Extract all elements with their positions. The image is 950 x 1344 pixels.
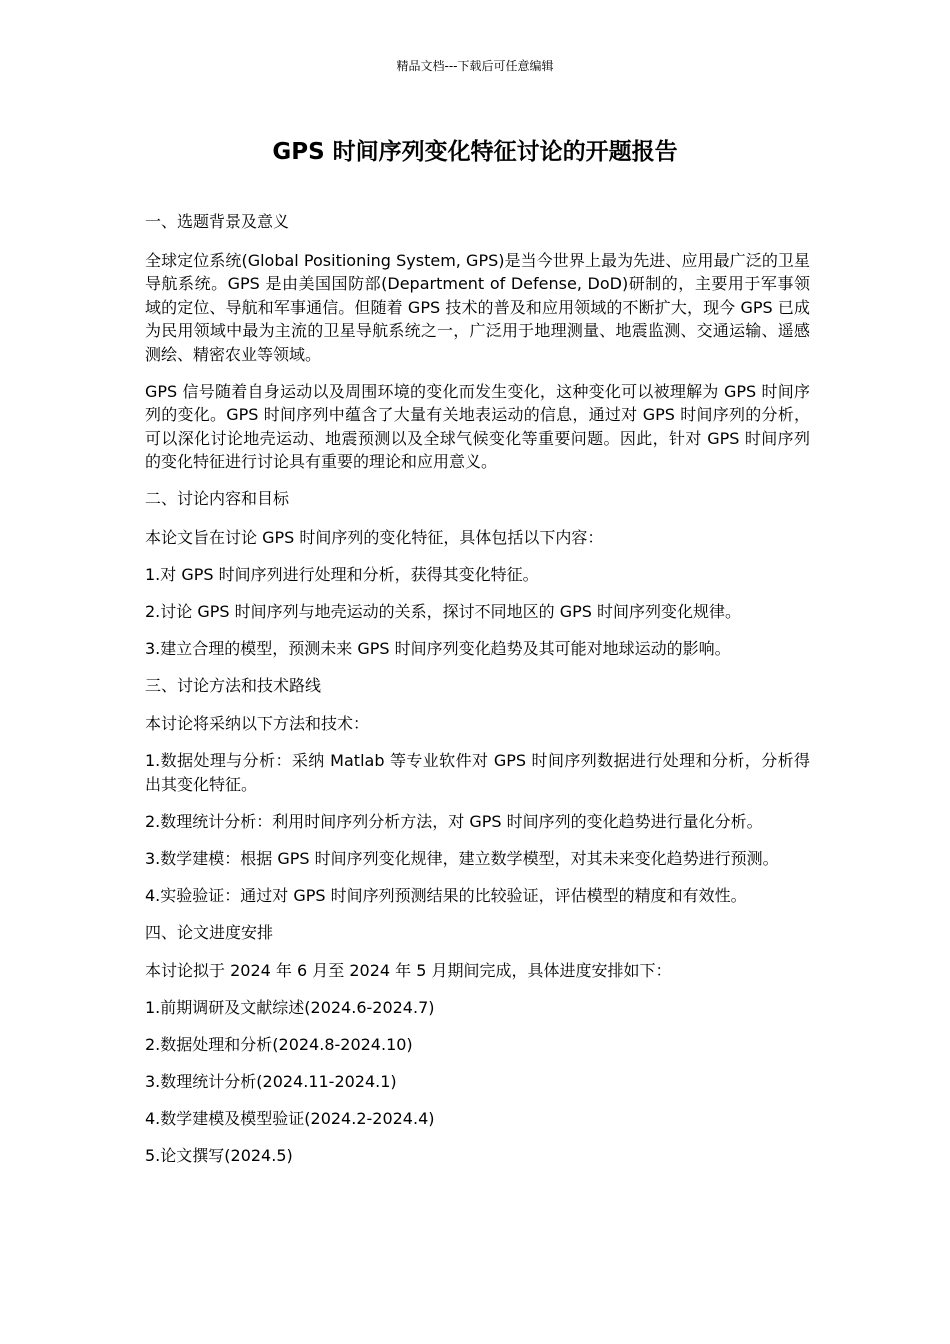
list-item: 3.建立合理的模型，预测未来 GPS 时间序列变化趋势及其可能对地球运动的影响。 xyxy=(145,638,731,658)
paragraph: GPS 信号随着自身运动以及周围环境的变化而发生变化，这种变化可以被理解为 GPS 时间序列的变化。GPS 时间序列中蕴含了大量有关地表运动的信息，通过对 GPS 时间序列的分析，可以深化讨论地壳运动、地震预测以及全球气候变化等重要问题。因此，针对 GPS 时间序列的变化特征进行讨论具有重要的理论和应用意义。 xyxy=(145,381,810,471)
list-item: 1.前期调研及文献综述(2024.6-2024.7) xyxy=(145,998,435,1017)
paragraph: 本讨论将采纳以下方法和技术： xyxy=(145,714,370,733)
list-item: 4.数学建模及模型验证(2024.2-2024.4) xyxy=(145,1109,435,1128)
list-item: 3.数理统计分析(2024.11-2024.1) xyxy=(145,1072,397,1091)
list-item: 2.讨论 GPS 时间序列与地壳运动的关系，探讨不同地区的 GPS 时间序列变化规律。 xyxy=(145,601,742,621)
list-item: 5.论文撰写(2024.5) xyxy=(145,1146,293,1165)
paragraph: 本论文旨在讨论 GPS 时间序列的变化特征，具体包括以下内容： xyxy=(145,527,604,547)
document-title: GPS 时间序列变化特征讨论的开题报告 xyxy=(272,139,678,165)
paragraph: 本讨论拟于 2024 年 6 月至 2024 年 5 月期间完成，具体进度安排如下： xyxy=(145,961,672,980)
list-item: 4.实验验证：通过对 GPS 时间序列预测结果的比较验证，评估模型的精度和有效性。 xyxy=(145,885,747,905)
section-heading: 四、论文进度安排 xyxy=(145,922,274,942)
document-body xyxy=(145,210,810,1181)
list-item: 3.数学建模：根据 GPS 时间序列变化规律，建立数学模型，对其未来变化趋势进行预测。 xyxy=(145,848,779,868)
list-item: 1.对 GPS 时间序列进行处理和分析，获得其变化特征。 xyxy=(145,564,539,584)
section-heading: 一、选题背景及意义 xyxy=(145,212,290,231)
section-heading: 二、讨论内容和目标 xyxy=(145,489,290,508)
list-item: 1.数据处理与分析：采纳 Matlab 等专业软件对 GPS 时间序列数据进行处理和分析，分析得出其变化特征。 xyxy=(145,751,810,794)
header-note: 精品文档---下载后可任意编辑 xyxy=(396,59,554,73)
list-item: 2.数据处理和分析(2024.8-2024.10) xyxy=(145,1035,413,1054)
paragraph: 全球定位系统(Global Positioning System, GPS)是当今世界上最为先进、应用最广泛的卫星导航系统。GPS 是由美国国防部(Department of Defense, DoD)研制的，主要用于军事领域的定位、导航和军事通信。但随着 GPS 技术的普及和应用领域的不断扩大，现今 GPS 已成为民用领域中最为主流的卫星导航系统之一，广泛用于地理测量、地震监测、交通运输、遥感测绘、精密农业等领域。 xyxy=(145,250,810,364)
section-heading: 三、讨论方法和技术路线 xyxy=(145,675,322,695)
list-item: 2.数理统计分析：利用时间序列分析方法，对 GPS 时间序列的变化趋势进行量化分析。 xyxy=(145,811,763,831)
